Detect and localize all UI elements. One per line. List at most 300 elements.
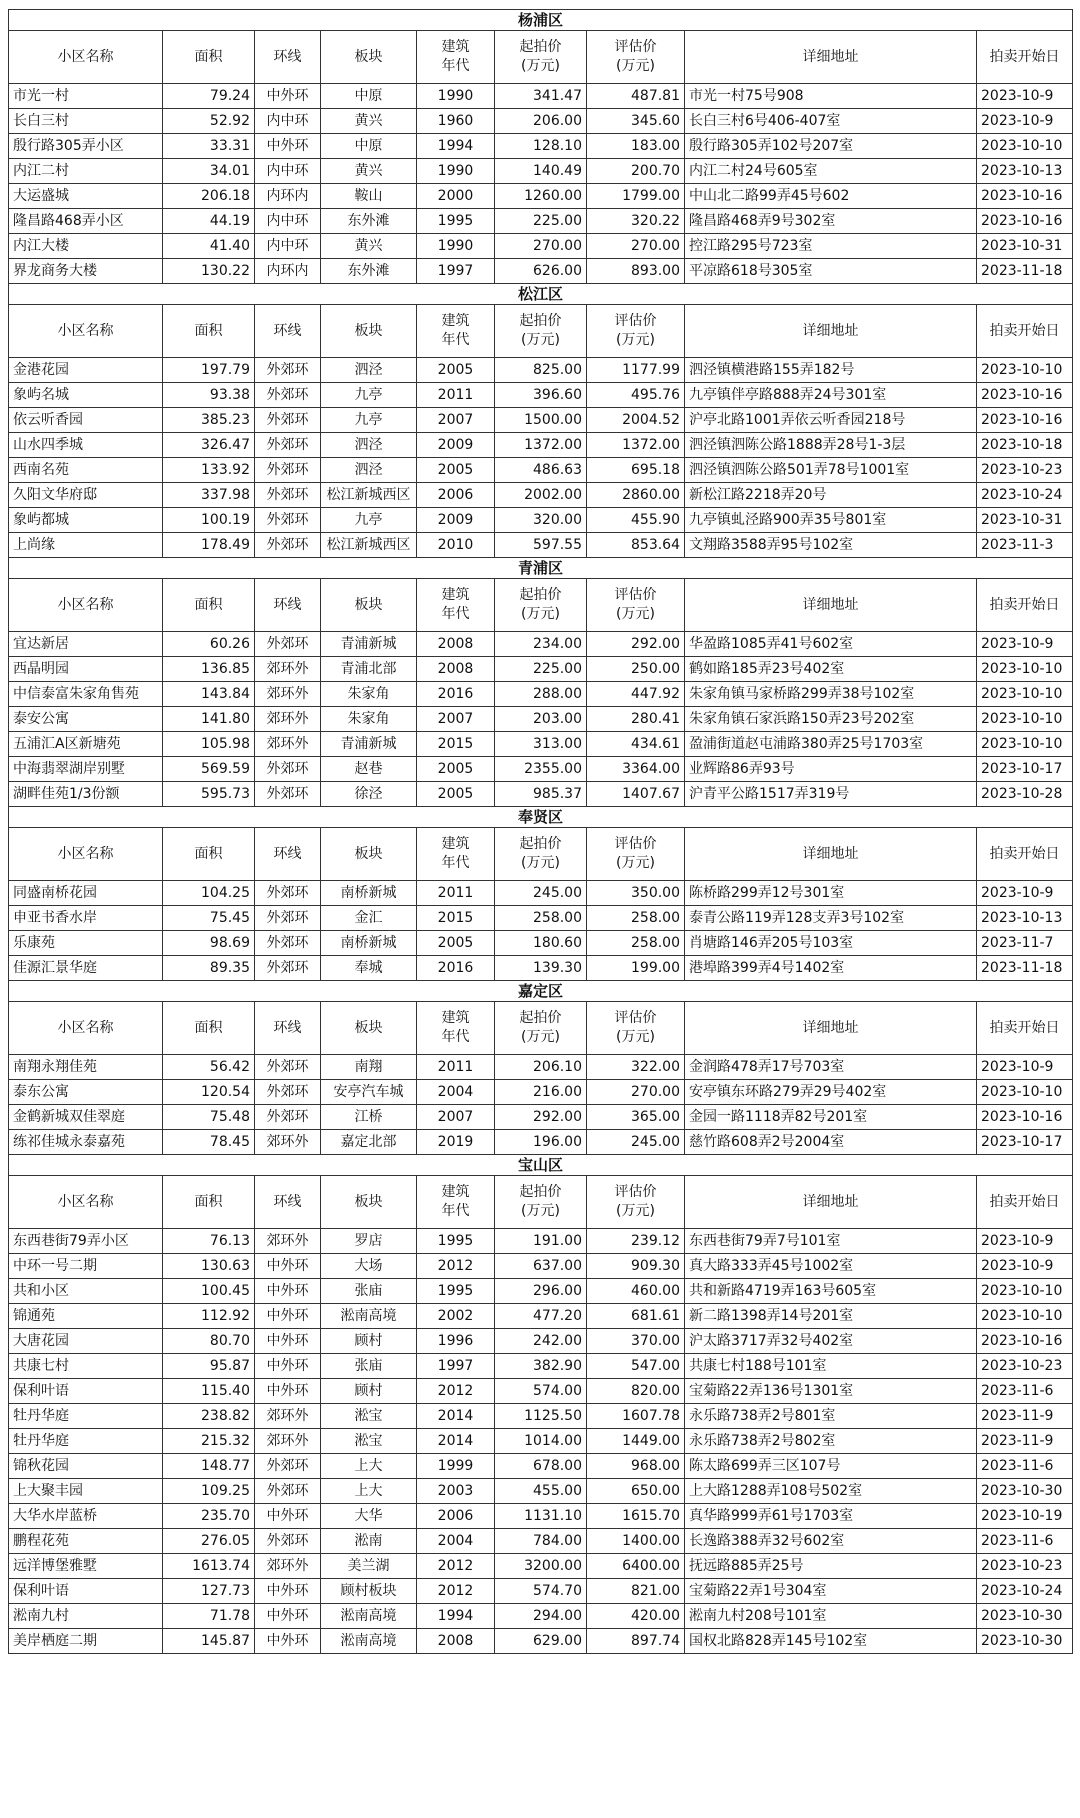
header-ring: 环线 — [255, 31, 321, 84]
year-cell: 1994 — [417, 134, 495, 159]
address-cell: 泗泾镇横港路155弄182号 — [685, 358, 977, 383]
auction-date-cell: 2023-10-23 — [977, 1554, 1073, 1579]
community-name-cell: 西南名苑 — [9, 458, 163, 483]
community-name-cell: 宜达新居 — [9, 632, 163, 657]
community-name-cell: 佳源汇景华庭 — [9, 956, 163, 981]
start-price-cell: 258.00 — [495, 906, 587, 931]
auction-date-cell: 2023-11-3 — [977, 533, 1073, 558]
eval-price-cell: 695.18 — [587, 458, 685, 483]
year-cell: 2009 — [417, 508, 495, 533]
start-price-cell: 216.00 — [495, 1080, 587, 1105]
start-price-cell: 626.00 — [495, 259, 587, 284]
address-cell: 业辉路86弄93号 — [685, 757, 977, 782]
auction-date-cell: 2023-10-17 — [977, 1130, 1073, 1155]
eval-price-cell: 820.00 — [587, 1379, 685, 1404]
ring-cell: 中外环 — [255, 1579, 321, 1604]
ring-cell: 中外环 — [255, 1304, 321, 1329]
start-price-cell: 320.00 — [495, 508, 587, 533]
header-start-price-line2: (万元) — [521, 332, 560, 348]
block-cell: 上大 — [321, 1479, 417, 1504]
area-cell: 52.92 — [163, 109, 255, 134]
area-cell: 130.63 — [163, 1254, 255, 1279]
address-cell: 控江路295号723室 — [685, 234, 977, 259]
auction-date-cell: 2023-10-30 — [977, 1479, 1073, 1504]
year-cell: 2008 — [417, 1629, 495, 1654]
table-row — [9, 931, 1073, 956]
area-cell: 98.69 — [163, 931, 255, 956]
block-cell: 罗店 — [321, 1229, 417, 1254]
community-name-cell: 象屿都城 — [9, 508, 163, 533]
block-cell: 淞宝 — [321, 1404, 417, 1429]
table-row — [9, 956, 1073, 981]
table-row — [9, 1379, 1073, 1404]
address-cell: 内江二村24号605室 — [685, 159, 977, 184]
ring-cell: 郊环外 — [255, 707, 321, 732]
header-start-price-line2: (万元) — [521, 1029, 560, 1045]
year-cell: 2012 — [417, 1379, 495, 1404]
ring-cell: 郊环外 — [255, 657, 321, 682]
eval-price-cell: 270.00 — [587, 234, 685, 259]
table-row — [9, 209, 1073, 234]
table-row — [9, 408, 1073, 433]
ring-cell: 中外环 — [255, 1379, 321, 1404]
eval-price-cell: 183.00 — [587, 134, 685, 159]
address-cell: 沪亭北路1001弄依云听香园218号 — [685, 408, 977, 433]
community-name-cell: 同盛南桥花园 — [9, 881, 163, 906]
eval-price-cell: 250.00 — [587, 657, 685, 682]
year-cell: 2004 — [417, 1529, 495, 1554]
table-row — [9, 1304, 1073, 1329]
auction-date-cell: 2023-10-30 — [977, 1629, 1073, 1654]
area-cell: 235.70 — [163, 1504, 255, 1529]
community-name-cell: 五浦汇A区新塘苑 — [9, 732, 163, 757]
address-cell: 东西巷街79弄7号101室 — [685, 1229, 977, 1254]
year-cell: 2005 — [417, 458, 495, 483]
area-cell: 89.35 — [163, 956, 255, 981]
address-cell: 真大路333弄45号1002室 — [685, 1254, 977, 1279]
eval-price-cell: 2004.52 — [587, 408, 685, 433]
year-cell: 1995 — [417, 1229, 495, 1254]
area-cell: 197.79 — [163, 358, 255, 383]
header-start-price-line2: (万元) — [521, 855, 560, 871]
header-area: 面积 — [163, 305, 255, 358]
table-row — [9, 707, 1073, 732]
start-price-cell: 1014.00 — [495, 1429, 587, 1454]
community-name-cell: 上尚缘 — [9, 533, 163, 558]
year-cell: 2016 — [417, 956, 495, 981]
table-row — [9, 1479, 1073, 1504]
header-start-price-line1: 起拍价 — [519, 313, 562, 329]
year-cell: 2012 — [417, 1579, 495, 1604]
address-cell: 新松江路2218弄20号 — [685, 483, 977, 508]
area-cell: 143.84 — [163, 682, 255, 707]
start-price-cell: 313.00 — [495, 732, 587, 757]
year-cell: 2014 — [417, 1429, 495, 1454]
header-build-year — [417, 828, 495, 881]
block-cell: 松江新城西区 — [321, 483, 417, 508]
area-cell: 148.77 — [163, 1454, 255, 1479]
header-address: 详细地址 — [685, 828, 977, 881]
block-cell: 淞南 — [321, 1529, 417, 1554]
start-price-cell: 196.00 — [495, 1130, 587, 1155]
ring-cell: 外郊环 — [255, 931, 321, 956]
table-row — [9, 1579, 1073, 1604]
block-cell: 黄兴 — [321, 234, 417, 259]
header-eval-price-line2: (万元) — [616, 855, 655, 871]
table-row — [9, 508, 1073, 533]
header-auction-date: 拍卖开始日 — [977, 579, 1073, 632]
address-cell: 真华路999弄61号1703室 — [685, 1504, 977, 1529]
eval-price-cell: 420.00 — [587, 1604, 685, 1629]
ring-cell: 外郊环 — [255, 408, 321, 433]
address-cell: 金园一路1118弄82号201室 — [685, 1105, 977, 1130]
start-price-cell: 270.00 — [495, 234, 587, 259]
start-price-cell: 985.37 — [495, 782, 587, 807]
header-block: 板块 — [321, 31, 417, 84]
district-title: 杨浦区 — [9, 10, 1073, 31]
block-cell: 安亭汽车城 — [321, 1080, 417, 1105]
block-cell: 朱家角 — [321, 682, 417, 707]
header-eval-price — [587, 828, 685, 881]
table-row — [9, 1055, 1073, 1080]
eval-price-cell: 897.74 — [587, 1629, 685, 1654]
table-row — [9, 782, 1073, 807]
table-row — [9, 1279, 1073, 1304]
eval-price-cell: 547.00 — [587, 1354, 685, 1379]
header-build-year — [417, 305, 495, 358]
district-title-row — [9, 10, 1073, 31]
ring-cell: 中外环 — [255, 134, 321, 159]
start-price-cell: 206.00 — [495, 109, 587, 134]
area-cell: 41.40 — [163, 234, 255, 259]
header-address: 详细地址 — [685, 579, 977, 632]
header-community-name: 小区名称 — [9, 579, 163, 632]
area-cell: 56.42 — [163, 1055, 255, 1080]
header-eval-price-line1: 评估价 — [614, 313, 657, 329]
header-eval-price-line1: 评估价 — [614, 587, 657, 603]
block-cell: 淞南高境 — [321, 1304, 417, 1329]
table-row — [9, 1504, 1073, 1529]
start-price-cell: 1500.00 — [495, 408, 587, 433]
auction-date-cell: 2023-10-23 — [977, 458, 1073, 483]
address-cell: 永乐路738弄2号801室 — [685, 1404, 977, 1429]
table-row — [9, 1604, 1073, 1629]
start-price-cell: 1260.00 — [495, 184, 587, 209]
year-cell: 2011 — [417, 1055, 495, 1080]
address-cell: 淞南九村208号101室 — [685, 1604, 977, 1629]
block-cell: 张庙 — [321, 1354, 417, 1379]
area-cell: 385.23 — [163, 408, 255, 433]
area-cell: 44.19 — [163, 209, 255, 234]
auction-date-cell: 2023-10-17 — [977, 757, 1073, 782]
block-cell: 九亭 — [321, 408, 417, 433]
eval-price-cell: 1400.00 — [587, 1529, 685, 1554]
auction-date-cell: 2023-10-10 — [977, 1279, 1073, 1304]
community-name-cell: 共和小区 — [9, 1279, 163, 1304]
community-name-cell: 依云听香园 — [9, 408, 163, 433]
eval-price-cell: 909.30 — [587, 1254, 685, 1279]
address-cell: 市光一村75号908 — [685, 84, 977, 109]
table-row — [9, 1329, 1073, 1354]
district-title: 松江区 — [9, 284, 1073, 305]
auction-date-cell: 2023-10-24 — [977, 1579, 1073, 1604]
area-cell: 337.98 — [163, 483, 255, 508]
year-cell: 2006 — [417, 483, 495, 508]
address-cell: 长逸路388弄32号602室 — [685, 1529, 977, 1554]
year-cell: 1999 — [417, 1454, 495, 1479]
ring-cell: 外郊环 — [255, 1080, 321, 1105]
area-cell: 95.87 — [163, 1354, 255, 1379]
table-row — [9, 632, 1073, 657]
auction-date-cell: 2023-10-16 — [977, 209, 1073, 234]
year-cell: 2005 — [417, 757, 495, 782]
address-cell: 隆昌路468弄9号302室 — [685, 209, 977, 234]
header-build-year-line1: 建筑 — [441, 836, 470, 852]
community-name-cell: 湖畔佳苑1/3份额 — [9, 782, 163, 807]
area-cell: 595.73 — [163, 782, 255, 807]
table-body — [9, 10, 1073, 1654]
area-cell: 276.05 — [163, 1529, 255, 1554]
column-header-row — [9, 828, 1073, 881]
block-cell: 大场 — [321, 1254, 417, 1279]
ring-cell: 外郊环 — [255, 483, 321, 508]
area-cell: 130.22 — [163, 259, 255, 284]
community-name-cell: 金鹤新城双佳翠庭 — [9, 1105, 163, 1130]
header-block: 板块 — [321, 828, 417, 881]
auction-date-cell: 2023-11-6 — [977, 1454, 1073, 1479]
eval-price-cell: 1615.70 — [587, 1504, 685, 1529]
block-cell: 顾村 — [321, 1329, 417, 1354]
table-row — [9, 458, 1073, 483]
area-cell: 238.82 — [163, 1404, 255, 1429]
start-price-cell: 784.00 — [495, 1529, 587, 1554]
community-name-cell: 上大聚丰园 — [9, 1479, 163, 1504]
area-cell: 136.85 — [163, 657, 255, 682]
block-cell: 顾村板块 — [321, 1579, 417, 1604]
eval-price-cell: 345.60 — [587, 109, 685, 134]
year-cell: 2007 — [417, 1105, 495, 1130]
community-name-cell: 大唐花园 — [9, 1329, 163, 1354]
address-cell: 泗泾镇泗陈公路1888弄28号1-3层 — [685, 433, 977, 458]
ring-cell: 外郊环 — [255, 1529, 321, 1554]
start-price-cell: 678.00 — [495, 1454, 587, 1479]
block-cell: 泗泾 — [321, 358, 417, 383]
year-cell: 2015 — [417, 906, 495, 931]
area-cell: 109.25 — [163, 1479, 255, 1504]
table-row — [9, 682, 1073, 707]
auction-date-cell: 2023-10-13 — [977, 906, 1073, 931]
area-cell: 206.18 — [163, 184, 255, 209]
address-cell: 泗泾镇泗陈公路501弄78号1001室 — [685, 458, 977, 483]
eval-price-cell: 460.00 — [587, 1279, 685, 1304]
year-cell: 1995 — [417, 209, 495, 234]
year-cell: 1996 — [417, 1329, 495, 1354]
auction-date-cell: 2023-10-10 — [977, 358, 1073, 383]
block-cell: 淞南高境 — [321, 1604, 417, 1629]
ring-cell: 内环内 — [255, 259, 321, 284]
eval-price-cell: 650.00 — [587, 1479, 685, 1504]
eval-price-cell: 1177.99 — [587, 358, 685, 383]
table-row — [9, 483, 1073, 508]
year-cell: 1990 — [417, 84, 495, 109]
year-cell: 2003 — [417, 1479, 495, 1504]
block-cell: 顾村 — [321, 1379, 417, 1404]
ring-cell: 内中环 — [255, 209, 321, 234]
ring-cell: 外郊环 — [255, 1105, 321, 1130]
area-cell: 127.73 — [163, 1579, 255, 1604]
year-cell: 2007 — [417, 707, 495, 732]
address-cell: 泰青公路119弄128支弄3号102室 — [685, 906, 977, 931]
year-cell: 2012 — [417, 1554, 495, 1579]
year-cell: 1994 — [417, 1604, 495, 1629]
ring-cell: 外郊环 — [255, 632, 321, 657]
area-cell: 120.54 — [163, 1080, 255, 1105]
auction-date-cell: 2023-10-16 — [977, 408, 1073, 433]
auction-date-cell: 2023-10-28 — [977, 782, 1073, 807]
start-price-cell: 1131.10 — [495, 1504, 587, 1529]
header-auction-date: 拍卖开始日 — [977, 1176, 1073, 1229]
ring-cell: 外郊环 — [255, 533, 321, 558]
year-cell: 2006 — [417, 1504, 495, 1529]
eval-price-cell: 447.92 — [587, 682, 685, 707]
header-ring: 环线 — [255, 579, 321, 632]
header-build-year — [417, 579, 495, 632]
table-row — [9, 1254, 1073, 1279]
start-price-cell: 245.00 — [495, 881, 587, 906]
area-cell: 93.38 — [163, 383, 255, 408]
community-name-cell: 中海翡翠湖岸别墅 — [9, 757, 163, 782]
header-eval-price-line2: (万元) — [616, 332, 655, 348]
district-title-row — [9, 284, 1073, 305]
ring-cell: 中外环 — [255, 1354, 321, 1379]
table-row — [9, 109, 1073, 134]
community-name-cell: 中信泰富朱家角售苑 — [9, 682, 163, 707]
header-area: 面积 — [163, 1002, 255, 1055]
year-cell: 2011 — [417, 383, 495, 408]
address-cell: 鹤如路185弄23号402室 — [685, 657, 977, 682]
block-cell: 南桥新城 — [321, 881, 417, 906]
eval-price-cell: 258.00 — [587, 931, 685, 956]
header-area: 面积 — [163, 828, 255, 881]
header-start-price — [495, 1176, 587, 1229]
header-build-year-line1: 建筑 — [441, 587, 470, 603]
address-cell: 慈竹路608弄2号2004室 — [685, 1130, 977, 1155]
address-cell: 九亭镇虬泾路900弄35号801室 — [685, 508, 977, 533]
year-cell: 2002 — [417, 1304, 495, 1329]
area-cell: 78.45 — [163, 1130, 255, 1155]
area-cell: 104.25 — [163, 881, 255, 906]
area-cell: 133.92 — [163, 458, 255, 483]
table-row — [9, 732, 1073, 757]
auction-date-cell: 2023-10-10 — [977, 657, 1073, 682]
ring-cell: 内中环 — [255, 159, 321, 184]
header-auction-date: 拍卖开始日 — [977, 828, 1073, 881]
auction-date-cell: 2023-10-23 — [977, 1354, 1073, 1379]
header-build-year — [417, 1002, 495, 1055]
header-community-name: 小区名称 — [9, 828, 163, 881]
area-cell: 145.87 — [163, 1629, 255, 1654]
ring-cell: 外郊环 — [255, 881, 321, 906]
community-name-cell: 山水四季城 — [9, 433, 163, 458]
block-cell: 金汇 — [321, 906, 417, 931]
eval-price-cell: 320.22 — [587, 209, 685, 234]
area-cell: 76.13 — [163, 1229, 255, 1254]
community-name-cell: 内江二村 — [9, 159, 163, 184]
area-cell: 71.78 — [163, 1604, 255, 1629]
district-title: 奉贤区 — [9, 807, 1073, 828]
table-row — [9, 134, 1073, 159]
year-cell: 2005 — [417, 358, 495, 383]
address-cell: 中山北二路99弄45号602 — [685, 184, 977, 209]
table-row — [9, 1629, 1073, 1654]
ring-cell: 中外环 — [255, 1279, 321, 1304]
header-start-price — [495, 579, 587, 632]
start-price-cell: 225.00 — [495, 657, 587, 682]
eval-price-cell: 239.12 — [587, 1229, 685, 1254]
header-eval-price-line1: 评估价 — [614, 836, 657, 852]
area-cell: 112.92 — [163, 1304, 255, 1329]
header-area: 面积 — [163, 579, 255, 632]
address-cell: 华盈路1085弄41号602室 — [685, 632, 977, 657]
community-name-cell: 长白三村 — [9, 109, 163, 134]
community-name-cell: 大华水岸蓝桥 — [9, 1504, 163, 1529]
header-build-year-line2: 年代 — [441, 1029, 470, 1045]
address-cell: 港埠路399弄4号1402室 — [685, 956, 977, 981]
auction-date-cell: 2023-10-30 — [977, 1604, 1073, 1629]
area-cell: 80.70 — [163, 1329, 255, 1354]
column-header-row — [9, 579, 1073, 632]
header-build-year-line2: 年代 — [441, 332, 470, 348]
block-cell: 东外滩 — [321, 259, 417, 284]
start-price-cell: 225.00 — [495, 209, 587, 234]
auction-date-cell: 2023-11-6 — [977, 1379, 1073, 1404]
community-name-cell: 远洋博堡雅墅 — [9, 1554, 163, 1579]
block-cell: 南桥新城 — [321, 931, 417, 956]
block-cell: 松江新城西区 — [321, 533, 417, 558]
block-cell: 奉城 — [321, 956, 417, 981]
header-community-name: 小区名称 — [9, 1176, 163, 1229]
table-row — [9, 433, 1073, 458]
eval-price-cell: 1372.00 — [587, 433, 685, 458]
auction-date-cell: 2023-10-10 — [977, 1304, 1073, 1329]
eval-price-cell: 487.81 — [587, 84, 685, 109]
start-price-cell: 597.55 — [495, 533, 587, 558]
table-row — [9, 1529, 1073, 1554]
ring-cell: 中外环 — [255, 1504, 321, 1529]
start-price-cell: 477.20 — [495, 1304, 587, 1329]
district-title-row — [9, 981, 1073, 1002]
block-cell: 九亭 — [321, 508, 417, 533]
header-start-price — [495, 305, 587, 358]
eval-price-cell: 1449.00 — [587, 1429, 685, 1454]
start-price-cell: 292.00 — [495, 1105, 587, 1130]
year-cell: 1997 — [417, 1354, 495, 1379]
start-price-cell: 486.63 — [495, 458, 587, 483]
header-community-name: 小区名称 — [9, 31, 163, 84]
area-cell: 115.40 — [163, 1379, 255, 1404]
community-name-cell: 西晶明园 — [9, 657, 163, 682]
block-cell: 上大 — [321, 1454, 417, 1479]
district-title: 青浦区 — [9, 558, 1073, 579]
ring-cell: 中外环 — [255, 1629, 321, 1654]
header-address: 详细地址 — [685, 1002, 977, 1055]
table-row — [9, 358, 1073, 383]
address-cell: 肖塘路146弄205号103室 — [685, 931, 977, 956]
header-build-year-line2: 年代 — [441, 855, 470, 871]
year-cell: 2004 — [417, 1080, 495, 1105]
ring-cell: 外郊环 — [255, 358, 321, 383]
header-start-price-line2: (万元) — [521, 1203, 560, 1219]
